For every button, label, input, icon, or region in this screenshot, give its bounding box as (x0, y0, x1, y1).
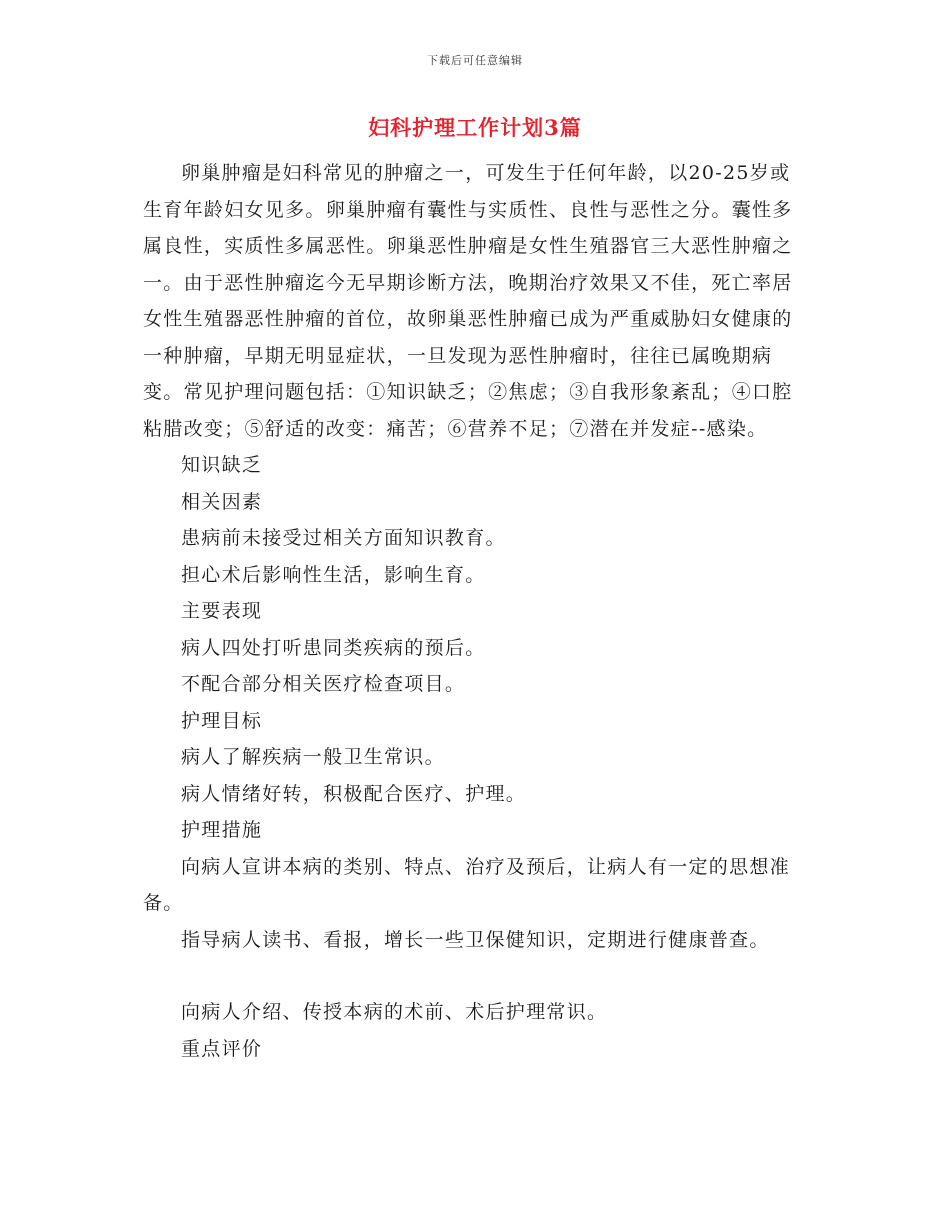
body-paragraph: 向病人宣讲本病的类别、特点、治疗及预后，让病人有一定的思想准备。 (143, 855, 791, 914)
body-paragraph: 指导病人读书、看报，增长一些卫保健知识，定期进行健康普查。 (181, 928, 770, 951)
subheading-key-evaluation: 重点评价 (181, 1037, 263, 1060)
subheading-nursing-goals: 护理目标 (181, 709, 263, 732)
section-heading-knowledge-deficit: 知识缺乏 (181, 454, 263, 476)
body-paragraph: 向病人介绍、传授本病的术前、术后护理常识。 (181, 1001, 608, 1023)
body-paragraph: 病人情绪好转，积极配合医疗、护理。 (181, 782, 527, 805)
body-paragraph: 担心术后影响性生活，影响生育。 (181, 563, 486, 586)
body-paragraph: 病人四处打听患同类疾病的预后。 (181, 636, 486, 659)
intro-paragraph: 卵巢肿瘤是妇科常见的肿瘤之一，可发生于任何年龄，以20-25岁或生育年龄妇女见多。卵巢肿瘤有囊性与实质性、良性与恶性之分。囊性多属良性，实质性多属恶性。卵巢恶性肿瘤是女性生殖器官三大恶性肿瘤之一。由于恶性肿瘤迄今无早期诊断方法，晚期治疗效果又不佳，死亡率居女性生殖器恶性肿瘤的首位，故卵巢恶性肿瘤已成为严重威胁妇女健康的一种肿瘤，早期无明显症状，一旦发现为恶性肿瘤时，往往已属晚期病变。常见护理问题包括：①知识缺乏；②焦虑；③自我形象紊乱；④口腔粘腊改变；⑤舒适的改变：痛苦；⑥营养不足；⑦潜在并发症--感染。 (143, 162, 793, 440)
subheading-nursing-measures: 护理措施 (181, 819, 263, 841)
body-paragraph: 不配合部分相关医疗检查项目。 (181, 673, 466, 695)
header-note: 下载后可任意编辑 (427, 54, 523, 67)
document-body (143, 155, 808, 1067)
document-title: 妇科护理工作计划3篇 (368, 115, 582, 140)
body-paragraph: 病人了解疾病一般卫生常识。 (181, 746, 445, 768)
subheading-related-factors: 相关因素 (181, 490, 263, 513)
subheading-main-manifestations: 主要表现 (181, 600, 263, 622)
body-paragraph: 患病前未接受过相关方面知识教育。 (181, 527, 506, 549)
